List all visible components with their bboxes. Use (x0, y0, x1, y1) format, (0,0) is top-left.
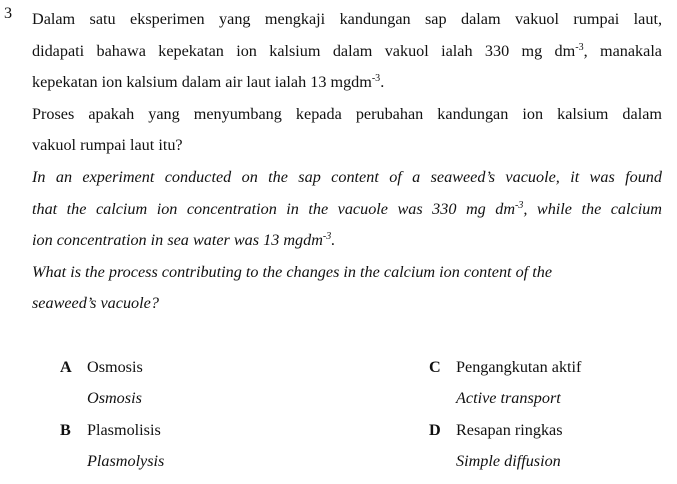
option-c-english: Active transport (456, 389, 561, 407)
option-d-letter: D (429, 421, 441, 439)
malay-line-3: kepekatan ion kalsium dalam air laut ialah 13 mgdm$^{-3}$. (32, 73, 385, 92)
option-d-malay: Resapan ringkas (456, 421, 563, 439)
option-d[interactable] (429, 415, 669, 477)
option-c-letter: C (429, 358, 441, 376)
english-line-1: In an experiment conducted on the sap content of a seaweed’s vacuole, it was found (32, 168, 662, 186)
option-a[interactable] (60, 352, 320, 414)
option-d-english: Simple diffusion (456, 452, 561, 470)
option-b-letter: B (60, 421, 71, 439)
option-b-english: Plasmolysis (87, 452, 165, 470)
malay-line-2: didapati bahawa kepekatan ion kalsium dalam vakuol ialah 330 mg $dm^{-3}$, manakala (32, 41, 662, 60)
english-line-2: that the calcium ion concentration in the vacuole was 330 mg $dm^{-3}$, while the calcium (32, 199, 662, 218)
option-a-letter: A (60, 358, 72, 376)
option-a-english: Osmosis (87, 389, 142, 407)
malay-line-4: Proses apakah yang menyumbang kepada perubahan kandungan ion kalsium dalam (32, 104, 662, 123)
question-number: 3 (4, 4, 13, 22)
option-c-malay: Pengangkutan aktif (456, 358, 582, 376)
english-line-3: ion concentration in sea water was 13 mgdm$^{-3}$. (32, 231, 336, 250)
english-line-5: seaweed’s vacuole? (32, 294, 159, 313)
option-b-malay: Plasmolisis (87, 421, 161, 439)
question-stem-english (32, 162, 662, 320)
malay-line-5: vakuol rumpai laut itu? (32, 136, 183, 155)
english-line-4: What is the process contributing to the changes in the calcium ion content of the (32, 262, 553, 281)
option-b[interactable] (60, 415, 320, 477)
question-stem-malay (32, 4, 662, 162)
option-c[interactable] (429, 352, 669, 414)
option-a-malay: Osmosis (87, 358, 143, 376)
malay-line-1: Dalam satu eksperimen yang mengkaji kandungan sap dalam vakuol rumpai laut, (32, 10, 662, 28)
